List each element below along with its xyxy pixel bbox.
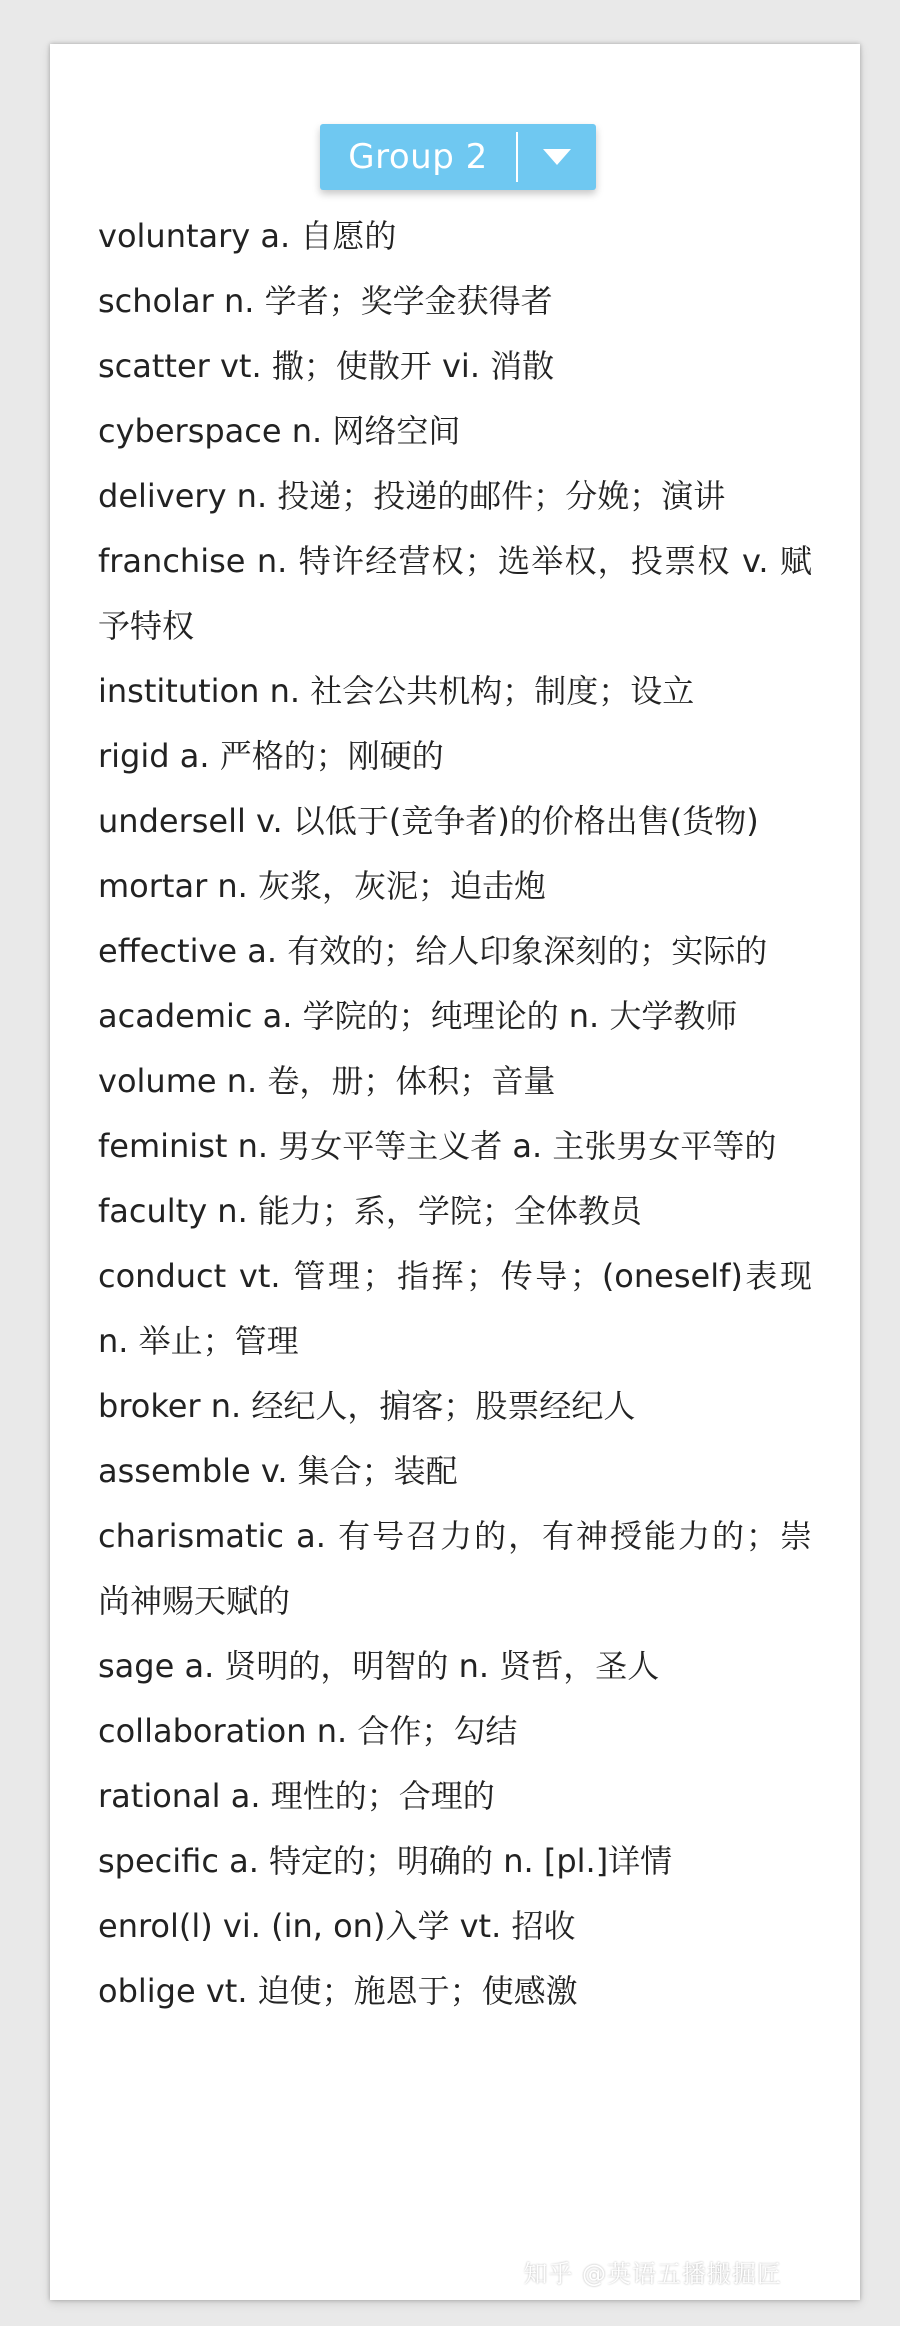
vocab-entry: assemble v. 集合；装配 — [98, 1452, 458, 1490]
vocab-entry: charismatic a. 有号召力的，有神授能力的；崇尚神赐天赋的 — [98, 1517, 812, 1620]
vocab-entry: scholar n. 学者；奖学金获得者 — [98, 282, 553, 320]
watermark: 知乎 @英语五播搬掘匠 — [523, 2260, 782, 2288]
vocabulary-card — [50, 44, 860, 2300]
vocab-entry: conduct vt. 管理；指挥；传导；(oneself)表现 n. 举止；管理 — [98, 1257, 812, 1360]
vocab-entry: faculty n. 能力；系，学院；全体教员 — [98, 1192, 642, 1230]
vocab-entry: undersell v. 以低于(竞争者)的价格出售(货物) — [98, 802, 759, 840]
vocab-entry: effective a. 有效的；给人印象深刻的；实际的 — [98, 932, 768, 970]
vocab-entry: rational a. 理性的；合理的 — [98, 1777, 495, 1815]
triangle-down-icon[interactable] — [518, 124, 596, 190]
vocab-entry: mortar n. 灰浆，灰泥；迫击炮 — [98, 867, 547, 905]
vocab-entry: scatter vt. 撒；使散开 vi. 消散 — [98, 347, 555, 385]
group-label[interactable]: Group 2 — [348, 137, 488, 177]
vocab-entry: sage a. 贤明的，明智的 n. 贤哲，圣人 — [98, 1647, 660, 1685]
vocab-entry: franchise n. 特许经营权；选举权，投票权 v. 赋予特权 — [98, 542, 812, 645]
vocab-entry: voluntary a. 自愿的 — [98, 217, 397, 255]
vocab-entry: cyberspace n. 网络空间 — [98, 412, 461, 450]
vocab-entry: broker n. 经纪人，掮客；股票经纪人 — [98, 1387, 636, 1425]
vocab-entry: academic a. 学院的；纯理论的 n. 大学教师 — [98, 997, 738, 1035]
vocab-entry: rigid a. 严格的；刚硬的 — [98, 737, 444, 775]
vocab-entry: enrol(l) vi. (in, on)入学 vt. 招收 — [98, 1907, 576, 1945]
vocab-entry: collaboration n. 合作；勾结 — [98, 1712, 518, 1750]
vocab-entry: institution n. 社会公共机构；制度；设立 — [98, 672, 695, 710]
vocab-entry: feminist n. 男女平等主义者 a. 主张男女平等的 — [98, 1127, 777, 1165]
vocab-entry: oblige vt. 迫使；施恩于；使感激 — [98, 1972, 578, 2010]
vocab-entry: volume n. 卷，册；体积；音量 — [98, 1062, 556, 1100]
group-selector[interactable] — [320, 124, 596, 190]
vocab-entry: delivery n. 投递；投递的邮件；分娩；演讲 — [98, 477, 726, 515]
vocabulary-list — [98, 204, 812, 2024]
vocab-entry: specific a. 特定的；明确的 n. [pl.]详情 — [98, 1842, 673, 1880]
